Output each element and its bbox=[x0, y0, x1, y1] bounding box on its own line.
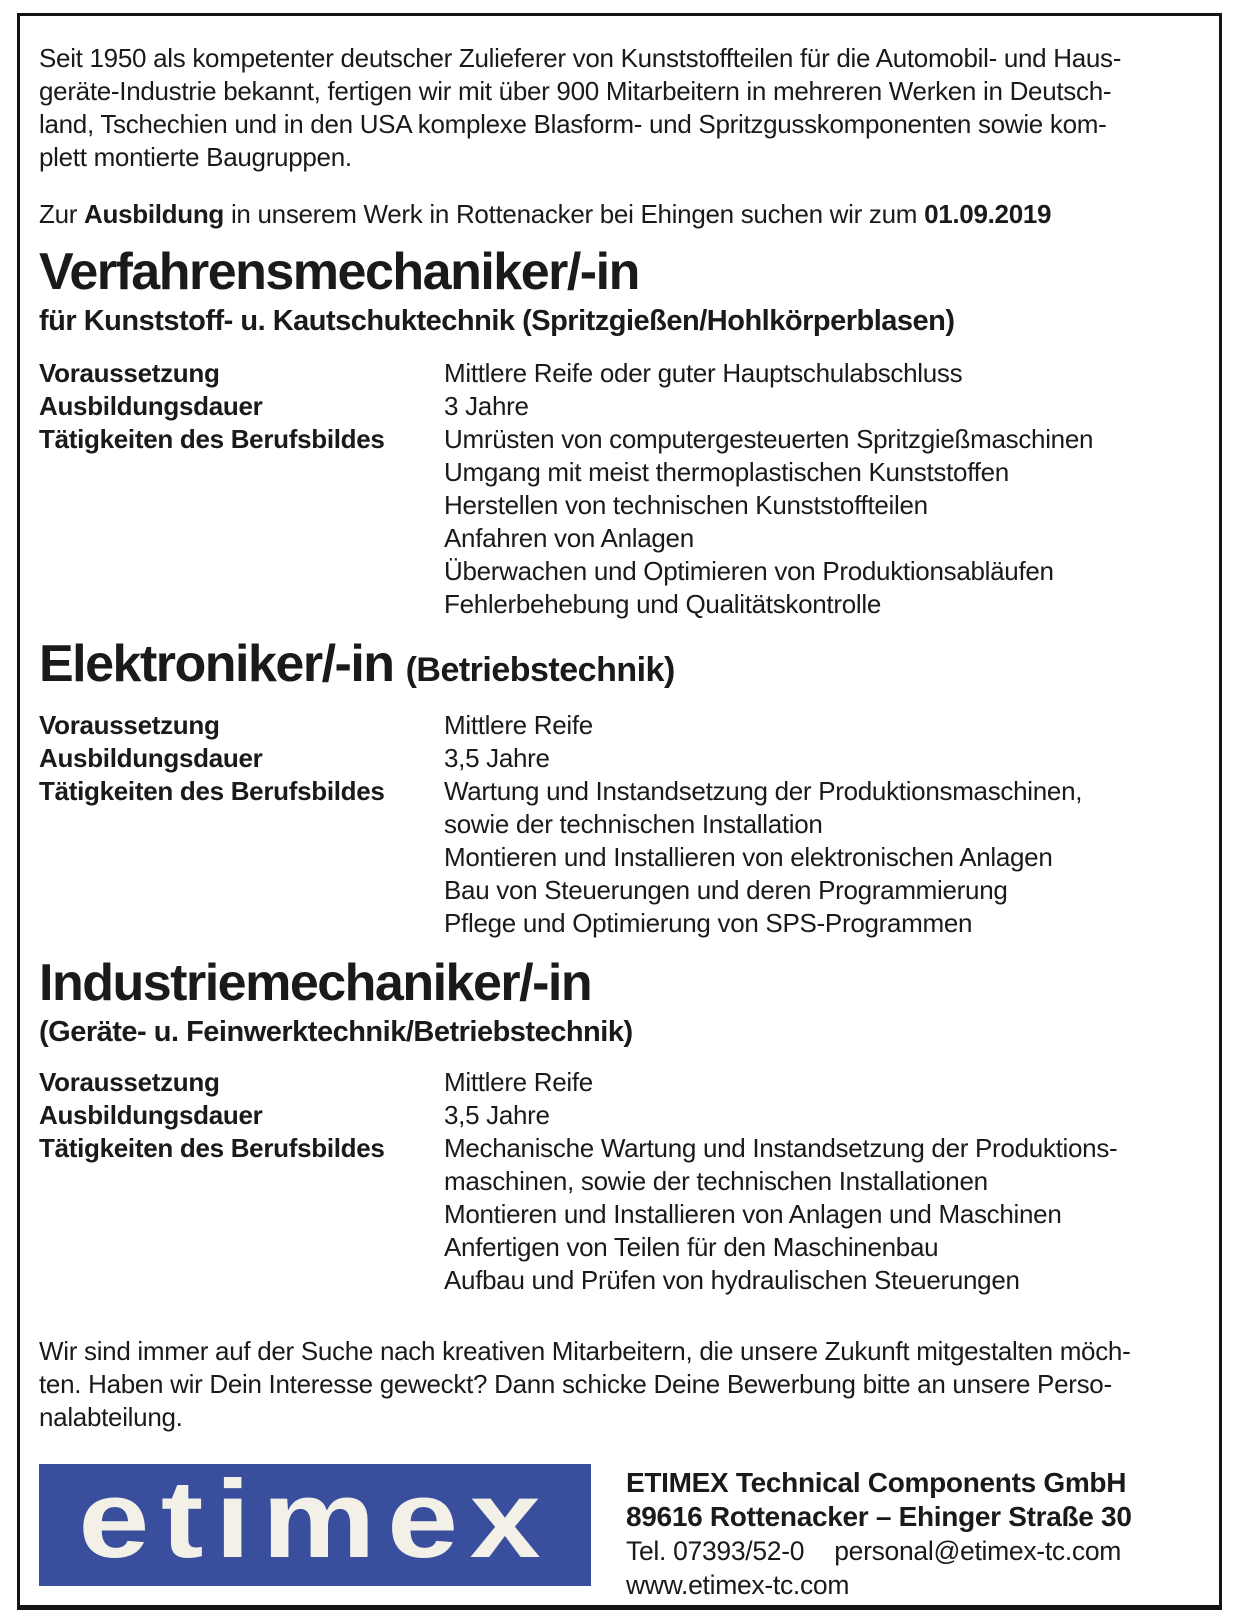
spec-value bbox=[444, 742, 1201, 775]
job-section-elektroniker bbox=[39, 635, 1201, 940]
callout-mid: in unserem Werk in Rottenacker bei Ehingen suchen wir zum bbox=[224, 199, 925, 229]
spec-value-line: Aufbau und Prüfen von hydraulischen Steuerungen bbox=[444, 1265, 1020, 1295]
spec-row bbox=[39, 390, 1201, 423]
spec-row bbox=[39, 742, 1201, 775]
etimex-logo bbox=[39, 1464, 591, 1586]
spec-value-line: Montieren und Installieren von elektronischen Anlagen bbox=[444, 842, 1053, 872]
spec-label: Tätigkeiten des Berufsbildes bbox=[39, 424, 385, 454]
intro-paragraph bbox=[39, 42, 1201, 174]
spec-value-line: Anfahren von Anlagen bbox=[444, 523, 694, 553]
spec-value bbox=[444, 1099, 1201, 1132]
job-title bbox=[39, 243, 1201, 301]
spec-value-line: Mittlere Reife bbox=[444, 710, 593, 740]
spec-value-line: Wartung und Instandsetzung der Produktionsmaschinen, bbox=[444, 776, 1083, 806]
spec-value-line: 3,5 Jahre bbox=[444, 743, 550, 773]
job-title bbox=[39, 954, 1201, 1012]
spec-value-line: Fehlerbehebung und Qualitätskontrolle bbox=[444, 589, 881, 619]
company-address: 89616 Rottenacker – Ehinger Straße 30 bbox=[626, 1501, 1132, 1532]
job-title bbox=[39, 635, 1201, 699]
job-title-text: Industriemechaniker/-in bbox=[39, 954, 592, 1012]
job-subtitle: für Kunststoff- u. Kautschuktechnik (Spritzgießen/Hohlkörperblasen) bbox=[39, 305, 955, 337]
spec-value-line: Bau von Steuerungen und deren Programmierung bbox=[444, 875, 1008, 905]
spec-row bbox=[39, 1099, 1201, 1132]
job-title-text: Verfahrensmechaniker/-in bbox=[39, 243, 639, 301]
spec-value-line: Montieren und Installieren von Anlagen und Maschinen bbox=[444, 1199, 1062, 1229]
closing-line: Wir sind immer auf der Suche nach kreativen Mitarbeitern, die unsere Zukunft mitgestalten möch- bbox=[39, 1336, 1131, 1366]
spec-value-line: Herstellen von technischen Kunststoffteilen bbox=[444, 490, 928, 520]
spec-value-line: Mechanische Wartung und Instandsetzung der Produktions- bbox=[444, 1133, 1118, 1163]
etimex-logo-text: etimex bbox=[78, 1464, 552, 1581]
spec-row bbox=[39, 775, 1201, 940]
company-email: personal@etimex-tc.com bbox=[834, 1536, 1122, 1566]
spec-value bbox=[444, 423, 1201, 621]
spec-value-line: Mittlere Reife bbox=[444, 1067, 593, 1097]
spec-label: Ausbildungsdauer bbox=[39, 391, 263, 421]
company-info bbox=[626, 1464, 1132, 1602]
spec-value bbox=[444, 1066, 1201, 1099]
job-title-note: (Betriebstechnik) bbox=[405, 651, 675, 689]
company-phone: Tel. 07393/52-0 bbox=[626, 1536, 805, 1566]
spec-value bbox=[444, 709, 1201, 742]
spec-label: Tätigkeiten des Berufsbildes bbox=[39, 1133, 385, 1163]
spec-label: Voraussetzung bbox=[39, 358, 220, 388]
closing-line: ten. Haben wir Dein Interesse geweckt? Dann schicke Deine Bewerbung bitte an unsere Perso- bbox=[39, 1369, 1112, 1399]
footer bbox=[39, 1464, 1201, 1602]
spec-row bbox=[39, 1066, 1201, 1099]
spec-row bbox=[39, 1132, 1201, 1297]
job-section-verfahrensmechaniker bbox=[39, 243, 1201, 621]
intro-line: geräte-Industrie bekannt, fertigen wir mit über 900 Mitarbeitern in mehreren Werken in Deutsch- bbox=[39, 76, 1112, 106]
spec-value bbox=[444, 390, 1201, 423]
spec-value-line: maschinen, sowie der technischen Installationen bbox=[444, 1166, 988, 1196]
spec-row bbox=[39, 709, 1201, 742]
spec-value bbox=[444, 1132, 1201, 1297]
job-subtitle: (Geräte- u. Feinwerktechnik/Betriebstechnik) bbox=[39, 1016, 633, 1048]
company-name: ETIMEX Technical Components GmbH bbox=[626, 1467, 1127, 1498]
closing-paragraph bbox=[39, 1335, 1201, 1434]
closing-line: nalabteilung. bbox=[39, 1402, 183, 1432]
spec-value-line: sowie der technischen Installation bbox=[444, 809, 823, 839]
job-section-industriemechaniker bbox=[39, 954, 1201, 1297]
spec-value-line: Umrüsten von computergesteuerten Spritzgießmaschinen bbox=[444, 424, 1094, 454]
callout-line bbox=[39, 198, 1201, 231]
spec-value-line: Anfertigen von Teilen für den Maschinenbau bbox=[444, 1232, 939, 1262]
company-contact-line bbox=[626, 1534, 1132, 1568]
spec-label: Ausbildungsdauer bbox=[39, 743, 263, 773]
spec-value-line: 3 Jahre bbox=[444, 391, 529, 421]
spec-table bbox=[39, 357, 1201, 621]
spec-value-line: Umgang mit meist thermoplastischen Kunststoffen bbox=[444, 457, 1009, 487]
spec-value bbox=[444, 775, 1201, 940]
callout-keyword: Ausbildung bbox=[84, 199, 225, 229]
spec-table bbox=[39, 709, 1201, 940]
ad-border-frame bbox=[17, 13, 1222, 1610]
spec-value-line: Überwachen und Optimieren von Produktionsabläufen bbox=[444, 556, 1054, 586]
spec-label: Tätigkeiten des Berufsbildes bbox=[39, 776, 385, 806]
spec-value-line: Pflege und Optimierung von SPS-Programmen bbox=[444, 908, 973, 938]
spec-label: Ausbildungsdauer bbox=[39, 1100, 263, 1130]
spec-row bbox=[39, 357, 1201, 390]
intro-line: plett montierte Baugruppen. bbox=[39, 142, 352, 172]
callout-pre: Zur bbox=[39, 199, 85, 229]
intro-line: Seit 1950 als kompetenter deutscher Zulieferer von Kunststoffteilen für die Automobil- und Haus- bbox=[39, 43, 1122, 73]
intro-line: land, Tschechien und in den USA komplexe Blasform- und Spritzgusskomponenten sowie kom- bbox=[39, 109, 1107, 139]
spec-value bbox=[444, 357, 1201, 390]
spec-value-line: Mittlere Reife oder guter Hauptschulabschluss bbox=[444, 358, 963, 388]
spec-table bbox=[39, 1066, 1201, 1297]
callout-start-date: 01.09.2019 bbox=[924, 199, 1052, 229]
spec-value-line: 3,5 Jahre bbox=[444, 1100, 550, 1130]
spec-row bbox=[39, 423, 1201, 621]
spec-label: Voraussetzung bbox=[39, 1067, 220, 1097]
company-website: www.etimex-tc.com bbox=[626, 1570, 850, 1600]
spec-label: Voraussetzung bbox=[39, 710, 220, 740]
job-title-text: Elektroniker/-in bbox=[39, 635, 394, 693]
